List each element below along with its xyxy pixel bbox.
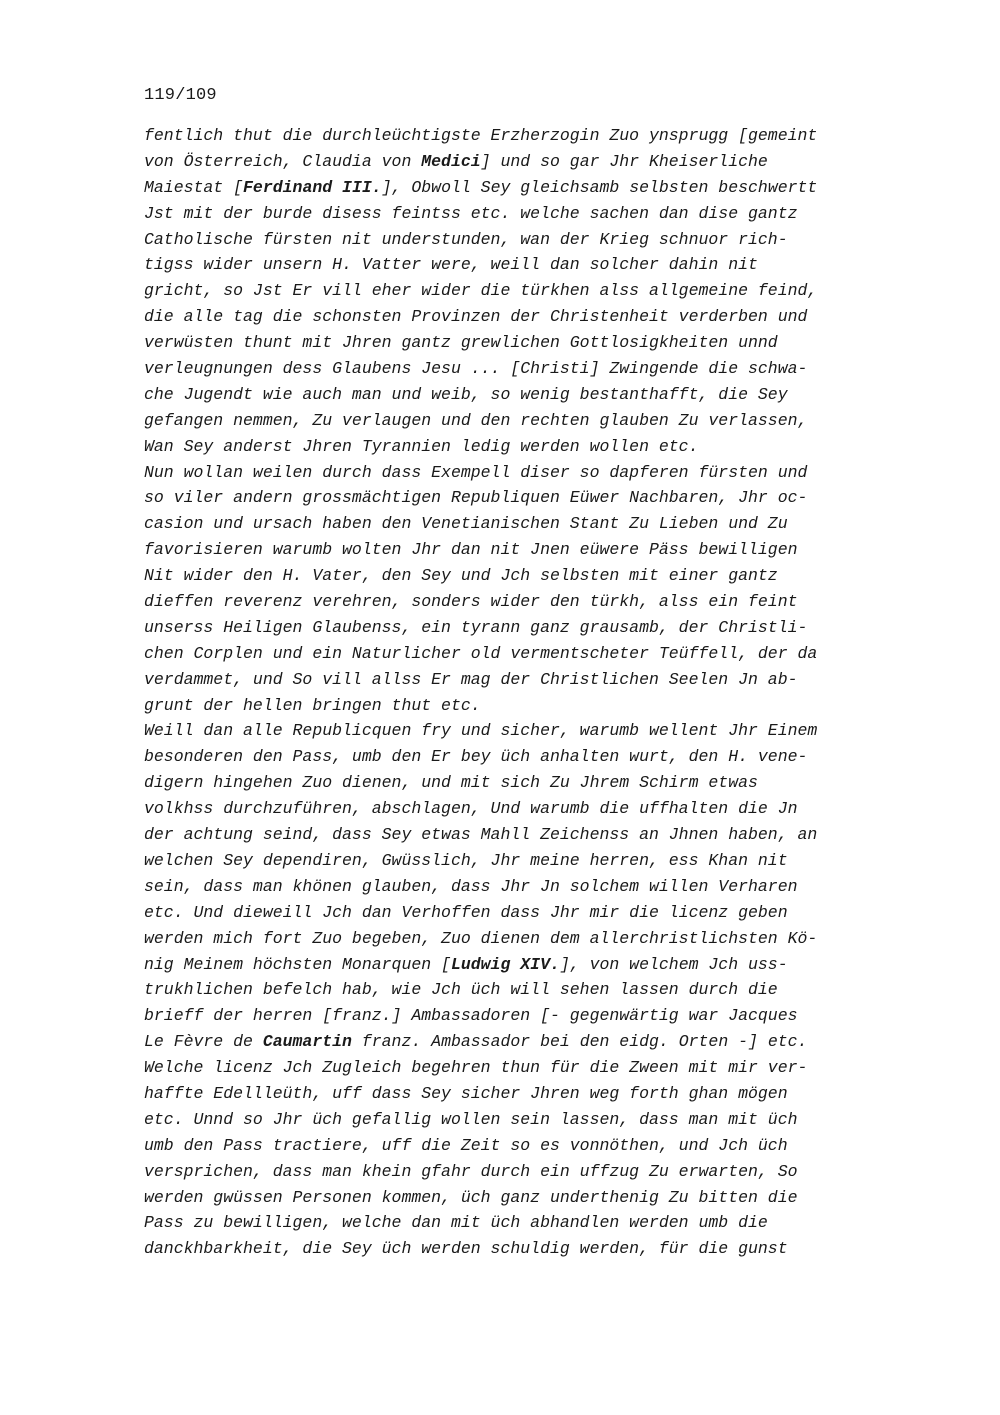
text-line [144,848,924,874]
text-segment: Catholische fürsten nit understunden, wan der Krieg schnuor rich- [144,229,788,249]
text-line [144,1107,924,1133]
text-segment: sein, dass man khönen glauben, dass Jhr Jn solchem willen Verharen [144,876,798,896]
text-line [144,123,924,149]
text-segment: der achtung seind, dass Sey etwas Mahll Zeichenss an Jhnen haben, an [144,825,818,845]
text-line [144,641,924,667]
text-line [144,1055,924,1081]
text-segment: danckhbarkheit, die Sey üch werden schuldig werden, für die gunst [144,1239,788,1259]
text-line [144,1029,924,1055]
text-line [144,744,924,770]
text-line [144,900,924,926]
bold-name: Ludwig XIV. [450,954,560,974]
text-line [144,201,924,227]
text-segment: Pass zu bewilligen, welche dan mit üch abhandlen werden umb die [144,1213,768,1233]
text-line [144,485,924,511]
text-segment: so viler andern grossmächtigen Republiquen Eüwer Nachbaren, Jhr oc- [144,488,808,508]
text-line [144,1003,924,1029]
text-segment: volkhss durchzuführen, abschlagen, Und warumb die uffhalten die Jn [144,799,798,819]
text-line [144,615,924,641]
text-segment: verwüsten thunt mit Jhren gantz grewlichen Gottlosigkheiten unnd [144,333,778,353]
text-line [144,227,924,253]
text-segment: franz. Ambassador bei den eidg. Orten -] etc. [351,1032,808,1052]
text-segment: trukhlichen befelch hab, wie Jch üch will sehen lassen durch die [144,980,778,1000]
bold-name: Ferdinand III. [243,177,382,197]
text-segment: gefangen nemmen, Zu verlaugen und den rechten glauben Zu verlassen, [144,410,808,430]
text-line [144,356,924,382]
text-line [144,537,924,563]
text-segment: ], Obwoll Sey gleichsamb selbsten beschwertt [381,177,818,197]
text-segment: etc. Unnd so Jhr üch gefallig wollen sein lassen, dass man mit üch [144,1109,798,1129]
text-line [144,1133,924,1159]
text-line [144,770,924,796]
text-line [144,693,924,719]
text-segment: verleugnungen dess Glaubens Jesu ... [Christi] Zwingende die schwa- [144,359,808,379]
text-segment: versprichen, dass man khein gfahr durch ein uffzug Zu erwarten, So [144,1161,798,1181]
text-segment: von Österreich, Claudia von [144,151,422,171]
text-segment: gricht, so Jst Er vill eher wider die türkhen alss allgemeine feind, [144,281,818,301]
text-segment: Weill dan alle Republicquen fry und sicher, warumb wellent Jhr Einem [144,721,818,741]
text-line [144,926,924,952]
text-line [144,1159,924,1185]
text-line [144,408,924,434]
text-line [144,1236,924,1262]
text-segment: Welche licenz Jch Zugleich begehren thun für die Zween mit mir ver- [144,1058,808,1078]
text-line [144,667,924,693]
text-segment: Nit wider den H. Vater, den Sey und Jch selbsten mit einer gantz [144,566,778,586]
text-segment: Maiestat [ [144,177,244,197]
text-line [144,434,924,460]
text-line [144,330,924,356]
text-segment: Jst mit der burde disess feintss etc. welche sachen dan dise gantz [144,203,798,223]
text-line [144,1210,924,1236]
text-segment: favorisieren warumb wolten Jhr dan nit Jnen eüwere Päss bewilligen [144,540,798,560]
text-line [144,952,924,978]
text-segment: werden gwüssen Personen kommen, üch ganz underthenig Zu bitten die [144,1187,798,1207]
text-segment: Wan Sey anderst Jhren Tyrannien ledig werden wollen etc. [144,436,699,456]
transcription-text [144,123,924,1262]
text-line [144,304,924,330]
page-number: 119/109 [144,86,217,105]
text-segment: die alle tag die schonsten Provinzen der Christenheit verderben und [144,307,808,327]
text-segment: ] und so gar Jhr Kheiserliche [480,151,768,171]
text-segment: haffte Edellleüth, uff dass Sey sicher Jhren weg forth ghan mögen [144,1083,788,1103]
text-line [144,822,924,848]
text-segment: unserss Heiligen Glaubenss, ein tyrann ganz grausamb, der Christli- [144,617,808,637]
text-segment: etc. Und dieweill Jch dan Verhoffen dass Jhr mir die licenz geben [144,902,788,922]
text-segment: tigss wider unsern H. Vatter were, weill dan solcher dahin nit [144,255,758,275]
text-line [144,874,924,900]
text-line [144,511,924,537]
text-segment: grunt der hellen bringen thut etc. [144,695,481,715]
text-line [144,796,924,822]
text-segment: brieff der herren [franz.] Ambassadoren [- gegenwärtig war Jacques [144,1006,798,1026]
text-segment: dieffen reverenz verehren, sonders wider den türkh, alss ein feint [144,592,798,612]
bold-name: Caumartin [262,1032,352,1052]
text-line [144,563,924,589]
text-line [144,252,924,278]
text-segment: nig Meinem höchsten Monarquen [ [144,954,451,974]
text-line [144,718,924,744]
text-line [144,460,924,486]
text-segment: casion und ursach haben den Venetianischen Stant Zu Lieben und Zu [144,514,788,534]
text-segment: digern hingehen Zuo dienen, und mit sich Zu Jhrem Schirm etwas [144,773,758,793]
text-segment: ], von welchem Jch uss- [559,954,788,974]
text-segment: umb den Pass tractiere, uff die Zeit so es vonnöthen, und Jch üch [144,1135,788,1155]
bold-name: Medici [421,151,481,171]
text-segment: besonderen den Pass, umb den Er bey üch anhalten wurt, den H. vene- [144,747,808,767]
text-line [144,589,924,615]
text-line [144,977,924,1003]
text-segment: chen Corplen und ein Naturlicher old vermentscheter Teüffell, der da [144,643,818,663]
text-segment: Le Fèvre de [144,1032,263,1052]
text-segment: che Jugendt wie auch man und weib, so wenig bestanthafft, die Sey [144,384,788,404]
text-line [144,382,924,408]
text-line [144,1081,924,1107]
text-segment: Nun wollan weilen durch dass Exempell diser so dapferen fürsten und [144,462,808,482]
text-segment: fentlich thut die durchleüchtigste Erzherzogin Zuo ynsprugg [gemeint [144,126,818,145]
text-segment: werden mich fort Zuo begeben, Zuo dienen dem allerchristlichsten Kö- [144,928,818,948]
text-segment: welchen Sey dependiren, Gwüsslich, Jhr meine herren, ess Khan nit [144,850,788,870]
text-segment: verdammet, und So vill allss Er mag der Christlichen Seelen Jn ab- [144,669,798,689]
text-line [144,149,924,175]
text-line [144,175,924,201]
text-line [144,278,924,304]
text-line [144,1185,924,1211]
